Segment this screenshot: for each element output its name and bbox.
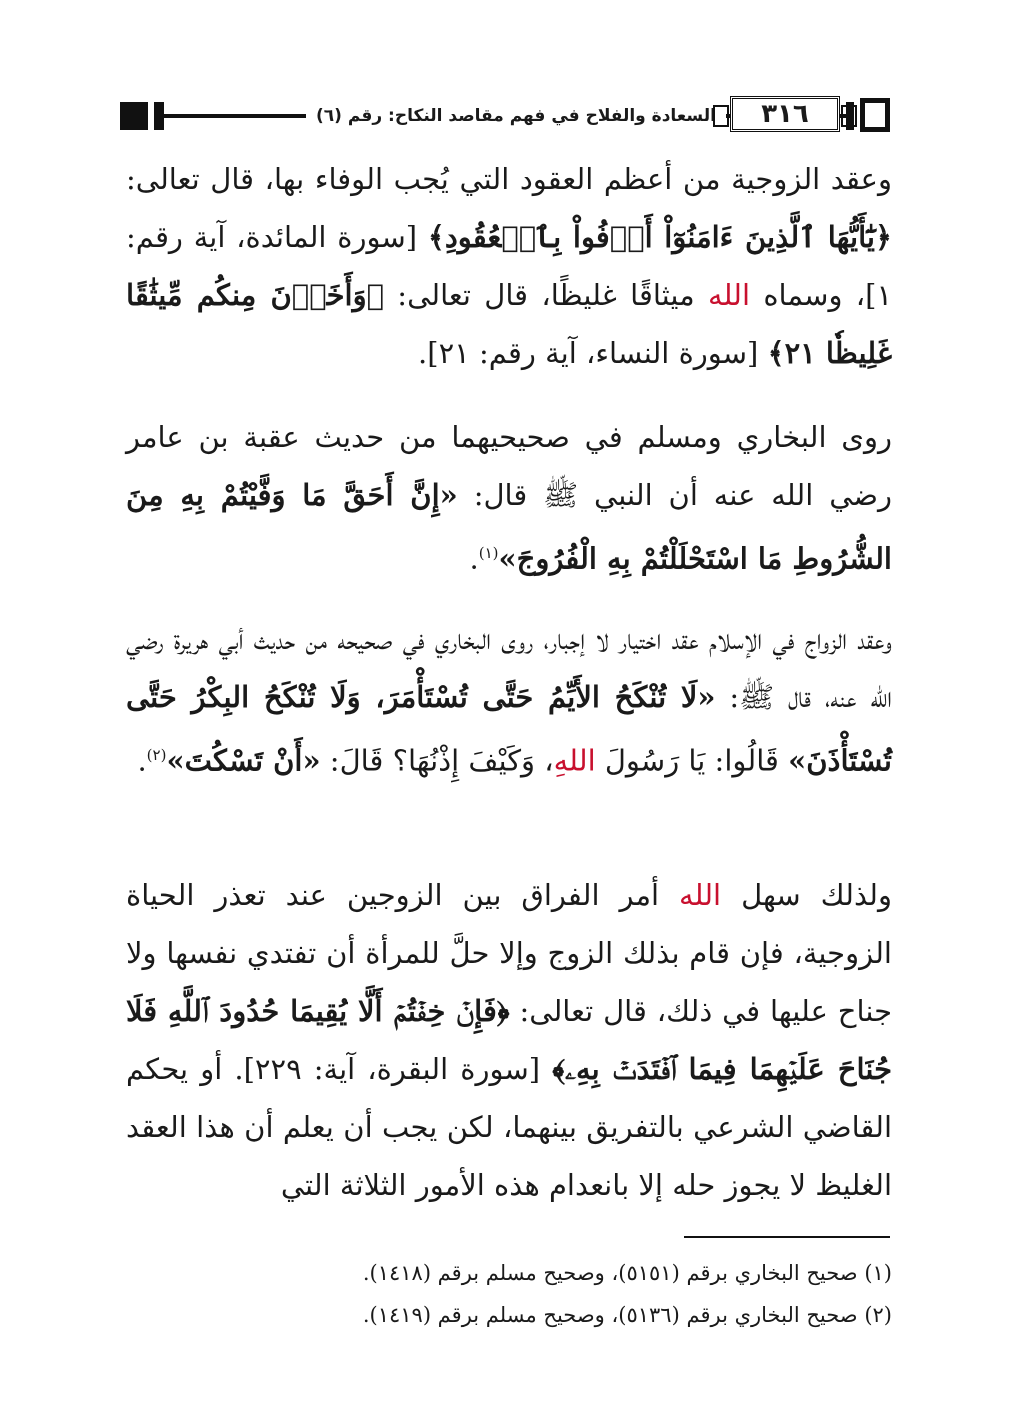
quran-verse-3: ﴿فَإِنۡ خِفۡتُمۡ أَلَّا يُقِيمَا حُدُودَ ٱللَّهِ فَلَا جُنَاحَ عَلَيۡهِمَا فِيمَا ٱفۡتَدَتۡ بِهِۦ﴾ [126, 994, 893, 1086]
header-ornament-right-bar [846, 102, 854, 130]
p3-intro: وعقد الزواج في الإسلام عقد اختيار لا إجبار، روى البخاري في صحيحه من حديث أبي هريرة رضي الله عنه، قال ﷺ: [126, 622, 892, 714]
paragraph-4 [126, 866, 892, 1214]
footnotes [126, 1252, 892, 1336]
paragraph-3 [126, 610, 892, 790]
header-ornament-left [120, 102, 148, 130]
p1-intro: وعقد الزوجية من أعظم العقود التي يُجب الوفاء بها، قال تعالى: [126, 162, 892, 196]
header-ornament-left-bar [154, 102, 164, 130]
footnote-divider [684, 1236, 890, 1238]
paragraph-1 [126, 150, 892, 382]
footnote-1: (١) صحيح البخاري برقم (٥١٥١)، وصحيح مسلم برقم (١٤١٨). [362, 1261, 892, 1285]
page-number: ٣١٦ [730, 96, 840, 132]
p4-intro: ولذلك سهل [721, 878, 893, 912]
header-rule-left [164, 114, 306, 118]
p4-mid: أمر الفراق بين الزوجين عند تعذر الحياة الزوجية، فإن قام بذلك الزوج وإلا حلَّ للمرأة أن تفتدي نفسها ولا جناح عليها في ذلك، قال تعالى: [126, 878, 893, 1028]
footnote-2: (٢) صحيح البخاري برقم (٥١٣٦)، وصحيح مسلم برقم (١٤١٩). [362, 1303, 892, 1327]
paragraph-2 [126, 408, 892, 588]
p3-mid: قَالُوا: يَا رَسُولَ [595, 743, 789, 778]
running-title: السعادة والفلاح في فهم مقاصد النكاح: رقم (٦) [306, 102, 726, 130]
p1-ref1: [سورة المائدة، آية رقم: ١]، وسماه [126, 220, 893, 312]
allah-name: الله [708, 278, 751, 312]
quran-verse-1: ﴿يَٰٓأَيُّهَا ٱلَّذِينَ ءَامَنُوٓاْ أَوۡفُواْ بِٱلۡعُقُودِ﴾ [427, 220, 892, 254]
allah-name: الله [679, 878, 722, 912]
p4-end: [سورة البقرة، آية: ٢٢٩]. أو يحكم القاضي الشرعي بالتفريق بينهما، لكن يجب أن يعلم أن هذا العقد الغليظ لا يجوز حله إلا بانعدام هذه الأمور الثلاثة التي [126, 1052, 892, 1202]
allah-name: اللهِ [553, 743, 596, 778]
hadith-1: «إِنَّ أَحَقَّ مَا وَفَّيْتُمْ بِهِ مِنَ الشُّرُوطِ مَا اسْتَحْلَلْتُمْ بِهِ الْفُرُوجَ» [126, 478, 892, 576]
p1-ref2: [سورة النساء، آية رقم: ٢١]. [418, 336, 768, 370]
p2-end: . [469, 541, 479, 576]
quran-verse-2: ﴿وَأَخَذۡنَ مِنكُم مِّيثَٰقًا غَلِيظٗا ٢١﴾ [126, 278, 892, 370]
hadith-2: «لَا تُنْكَحُ الأَيِّمُ حَتَّى تُسْتَأْمَرَ، وَلَا تُنْكَحُ البِكْرُ حَتَّى تُسْتَأْذَنَ» [126, 680, 892, 778]
hadith-answer: «أَنْ تَسْكُتَ» [166, 743, 321, 778]
page-header [120, 96, 890, 136]
footnote-ref-1[interactable]: (١) [478, 544, 499, 562]
p2-intro: روى البخاري ومسلم في صحيحيهما من حديث عقبة بن عامر رضي الله عنه أن النبي ﷺ قال: [126, 420, 893, 512]
p3-mid2: ، وَكَيْفَ إِذْنُهَا؟ قَالَ: [320, 743, 554, 778]
header-ornament-right [860, 98, 890, 132]
p1-mid: ميثاقًا غليظًا، قال تعالى: [384, 278, 709, 312]
footnote-ref-2[interactable]: (٢) [146, 746, 167, 764]
p3-end: . [137, 743, 147, 778]
